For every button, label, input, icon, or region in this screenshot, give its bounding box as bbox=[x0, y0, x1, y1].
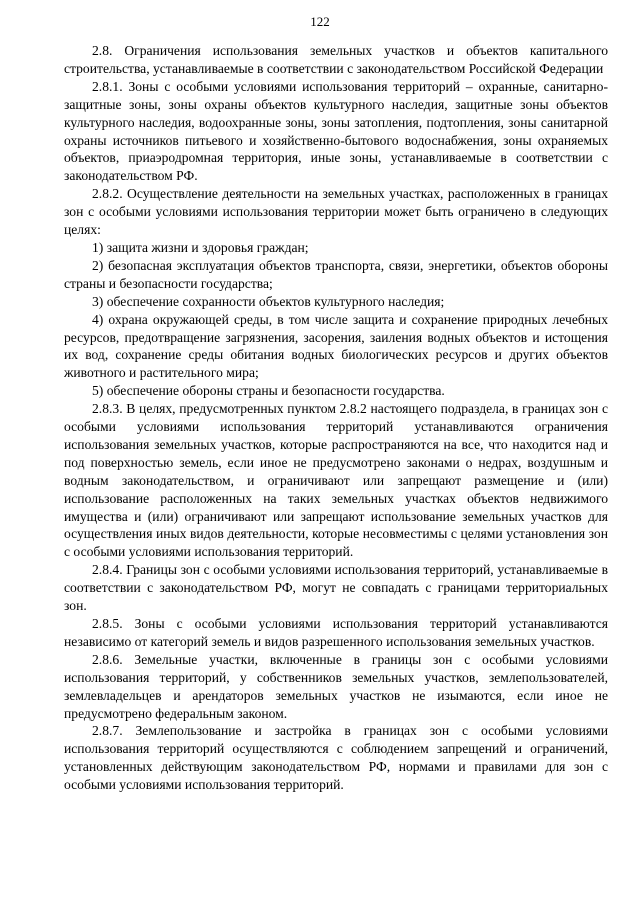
paragraph-2-8-4: 2.8.4. Границы зон с особыми условиями использования территорий, устанавливаемые в соответствии с законодательством РФ, могут не совпадать с границами территориальных зон. bbox=[64, 562, 608, 614]
list-item-2: 2) безопасная эксплуатация объектов транспорта, связи, энергетики, объектов обороны страны и безопасности государства; bbox=[64, 257, 608, 291]
list-item-3: 3) обеспечение сохранности объектов культурного наследия; bbox=[92, 293, 445, 309]
list-item-1: 1) защита жизни и здоровья граждан; bbox=[92, 239, 309, 255]
paragraph-2-8-2: 2.8.2. Осуществление деятельности на земельных участках, расположенных в границах зон с особыми условиями использования территории может быть ограничено в следующих целях: bbox=[64, 186, 608, 238]
paragraph-2-8-1: 2.8.1. Зоны с особыми условиями использования территорий – охранные, санитарно-защитные зоны, зоны охраны объектов культурного наследия, защитные зоны объектов культурного наследия, водоохранные зоны, зоны затопления, подтопления, зоны санитарной охраны источников питьевого и хозяйственно-бытового водоснабжения, зоны охраняемых объектов, приаэродромная территория, иные зоны, устанавливаемые в соответствии с законодательством РФ. bbox=[64, 78, 608, 184]
paragraph-2-8-7: 2.8.7. Землепользование и застройка в границах зон с особыми условиями использования территорий осуществляются с соблюдением запрещений и ограничений, установленных действующим законодательством РФ, нормами и правилами для зон с особыми условиями использования территорий. bbox=[64, 723, 608, 793]
document-body bbox=[64, 42, 608, 794]
paragraph-2-8-3: 2.8.3. В целях, предусмотренных пунктом 2.8.2 настоящего подраздела, в границах зон с особыми условиями использования территорий устанавливаются ограничения использования земельных участков, которые распространяются на все, что находится над и под поверхностью земель, если иное не предусмотрено законами о недрах, воздушным и водным законодательством, и ограничивают или запрещают размещение и (или) использование расположенных на таких земельных участках объектов недвижимого имущества и (или) ограничивают или запрещают использование земельных участков для осуществления иных видов деятельности, которые несовместимы с целями установления зон с особыми условиями использования территорий. bbox=[64, 401, 608, 560]
page-number: 122 bbox=[310, 14, 330, 29]
section-heading-2-8: 2.8. Ограничения использования земельных участков и объектов капитального строительства, устанавливаемые в соответствии с законодательством Российской Федерации bbox=[64, 43, 608, 76]
paragraph-2-8-5: 2.8.5. Зоны с особыми условиями использования территорий устанавливаются независимо от категорий земель и видов разрешенного использования земельных участков. bbox=[64, 616, 608, 649]
list-item-4: 4) охрана окружающей среды, в том числе защита и сохранение природных лечебных ресурсов, предотвращение загрязнения, засорения, заиления водных объектов и истощения их вод, сохранение среды обитания водных биологических ресурсов и других объектов животного и растительного мира; bbox=[64, 311, 608, 381]
list-item-5: 5) обеспечение обороны страны и безопасности государства. bbox=[92, 383, 445, 399]
paragraph-2-8-6: 2.8.6. Земельные участки, включенные в границы зон с особыми условиями использования территорий, у собственников земельных участков, землепользователей, землевладельцев и арендаторов земельных участков не изымаются, если иное не предусмотрено федеральным законом. bbox=[64, 651, 608, 721]
